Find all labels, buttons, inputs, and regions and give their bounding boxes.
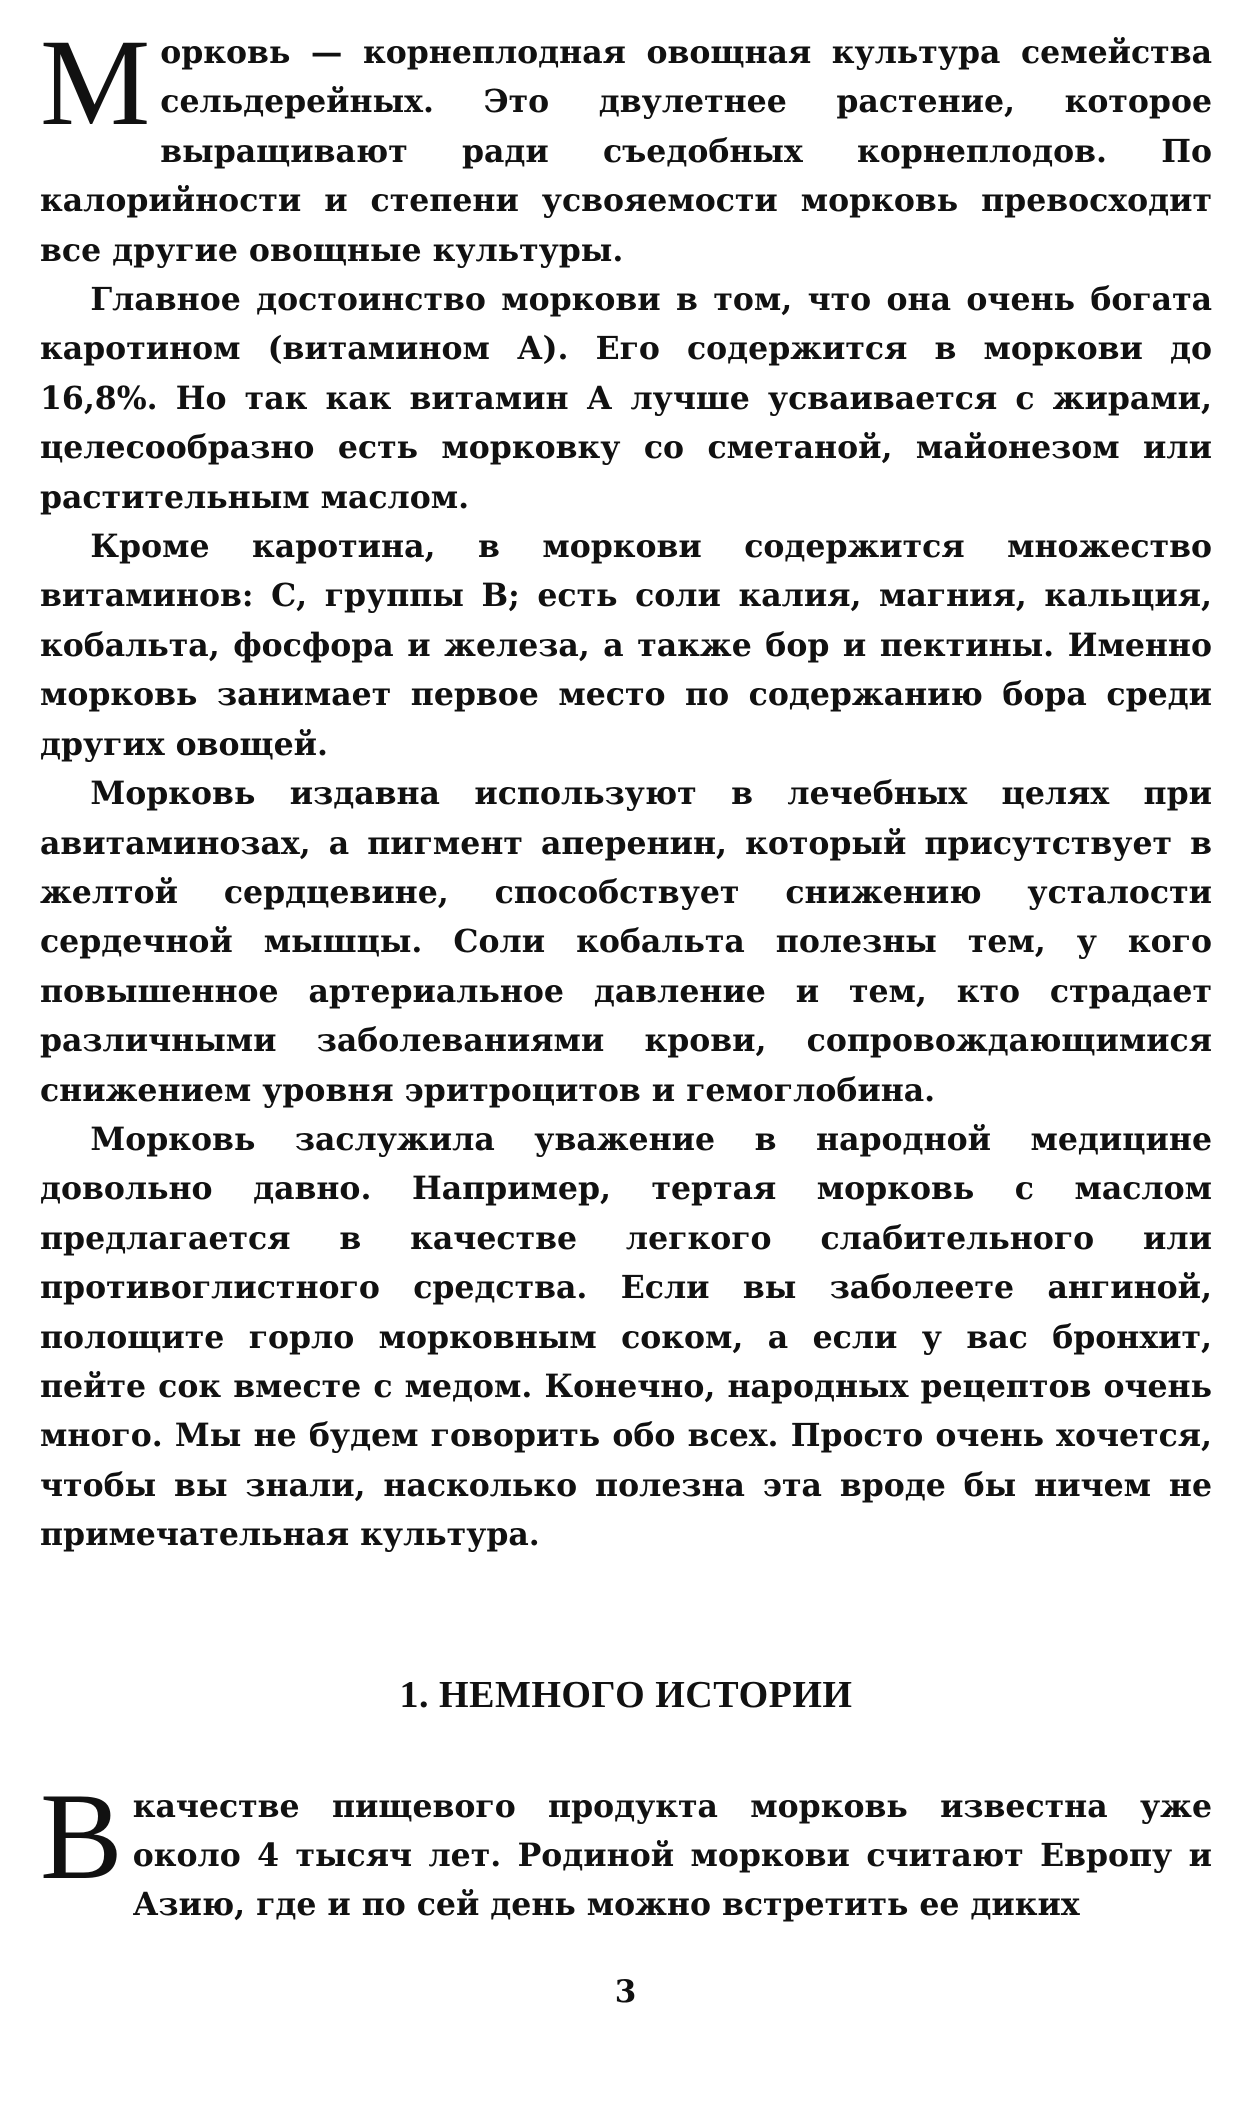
drop-cap-m: М (40, 14, 151, 151)
section-heading: 1. НЕМНОГО ИСТОРИИ (399, 1673, 853, 1716)
intro-paragraph-2: Главное достоинство моркови в том, что она очень богата каротином (витамином А). Его содержится в моркови до 16,8%. Но так как витамин А лучше усваивается с жирами, целесообразно есть морковку со сметаной, майонезом или растительным маслом. (40, 281, 1212, 516)
page-body (40, 14, 1212, 1930)
drop-cap-v: В (40, 1767, 123, 1905)
section-paragraph-1 (40, 1767, 1212, 1930)
intro-paragraph-5: Морковь заслужила уважение в народной медицине довольно давно. Например, тертая морковь с маслом предлагается в качестве легкого слабительного или противоглистного средства. Если вы заболеете ангиной, полощите горло морковным соком, а если у вас бронхит, пейте сок вместе с медом. Конечно, народных рецептов очень много. Мы не будем говорить обо всех. Просто очень хочется, чтобы вы знали, насколько полезна эта вроде бы ничем не примечательная культура. (40, 1120, 1212, 1554)
page-number: 3 (614, 1974, 637, 2010)
section-paragraph-1-text: качестве пищевого продукта морковь известна уже около 4 тысяч лет. Родиной моркови считают Европу и Азию, где и по сей день можно встретить ее диких (132, 1787, 1212, 1924)
intro-paragraph-4: Морковь издавна используют в лечебных целях при авитаминозах, а пигмент аперенин, который присутствует в желтой сердцевине, способствует снижению усталости сердечной мышцы. Соли кобальта полезны тем, у кого повышенное артериальное давление и тем, кто страдает различными заболеваниями крови, сопровождающимися снижением уровня эритроцитов и гемоглобина. (40, 775, 1212, 1109)
intro-paragraph-1-text: орковь — корнеплодная овощная культура семейства сельдерейных. Это двулетнее растение, которое выращивают ради съедобных корнеплодов. По калорийности и степени усвояемости морковь превосходит все другие овощные культуры. (40, 34, 1212, 269)
intro-paragraph-1 (40, 14, 1212, 275)
intro-paragraph-3: Кроме каротина, в моркови содержится множество витаминов: С, группы В; есть соли калия, магния, кальция, кобальта, фосфора и железа, а также бор и пектины. Именно морковь занимает первое место по содержанию бора среди других овощей. (40, 528, 1212, 763)
